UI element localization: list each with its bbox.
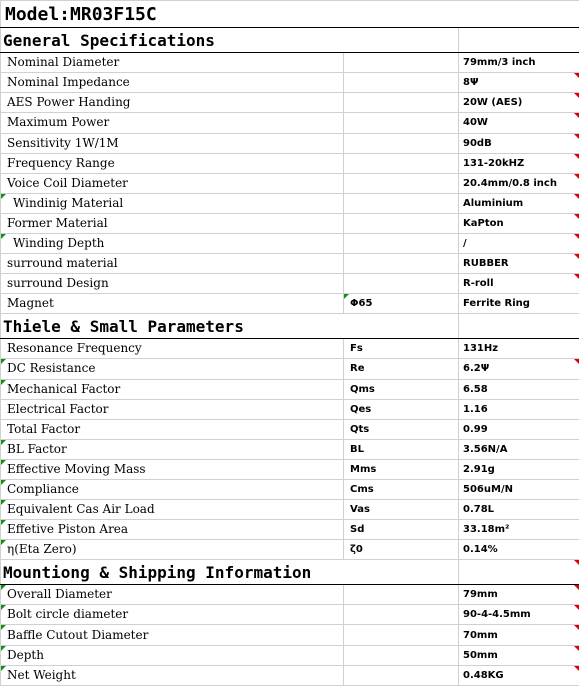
row-label[interactable]: Resonance Frequency [1,339,344,359]
row-value[interactable]: 2.91g [459,459,579,479]
row-label-text: η(Eta Zero) [7,542,77,557]
comment-marker [574,194,579,199]
comment-marker [1,605,6,610]
spec-row [1,113,579,133]
row-label[interactable] [1,645,344,665]
row-value[interactable]: 0.78L [459,499,579,519]
row-symbol[interactable] [344,193,459,213]
comment-marker [574,605,579,610]
row-label[interactable]: Electrical Factor [1,399,344,419]
spec-row [1,359,579,379]
row-label[interactable] [1,359,344,379]
row-value[interactable]: 6.58 [459,379,579,399]
comment-marker [574,359,579,364]
comment-marker [1,380,6,385]
spec-row [1,499,579,519]
row-label[interactable]: surround material [1,254,344,274]
row-symbol[interactable] [344,294,459,314]
row-value[interactable] [459,233,579,253]
row-value[interactable]: 0.99 [459,419,579,439]
row-symbol[interactable] [344,665,459,685]
row-value-text: 0.48KG [463,669,504,681]
row-value[interactable]: Ferrite Ring [459,294,579,314]
row-symbol[interactable] [344,113,459,133]
row-label[interactable]: Maximum Power [1,113,344,133]
spec-row [1,399,579,419]
comment-marker [574,214,579,219]
row-value[interactable] [459,193,579,213]
row-label-text: Windinig Material [13,195,124,210]
row-label[interactable]: Nominal Diameter [1,53,344,73]
row-symbol[interactable] [344,233,459,253]
row-value-text: 90dB [463,137,492,149]
row-label[interactable] [1,233,344,253]
row-symbol[interactable]: BL [344,439,459,459]
comment-marker [574,134,579,139]
row-value-text: KaPton [463,217,504,229]
row-value[interactable] [459,213,579,233]
row-label[interactable] [1,439,344,459]
row-symbol[interactable] [344,73,459,93]
comment-marker [574,93,579,98]
spec-row [1,585,579,605]
row-value-text: 40W [463,117,488,129]
row-symbol[interactable]: Qes [344,399,459,419]
row-value-text: / [463,237,467,249]
row-symbol[interactable]: Sd [344,520,459,540]
row-value-text: 8Ψ [463,77,479,89]
comment-marker [574,154,579,159]
row-value[interactable] [459,133,579,153]
row-label[interactable] [1,540,344,560]
row-label-text: Effetive Piston Area [7,522,129,537]
model-title[interactable]: Model:MR03F15C [1,1,579,28]
row-value[interactable] [459,173,579,193]
row-value-text: 50mm [463,649,498,661]
row-symbol[interactable]: Fs [344,339,459,359]
row-label[interactable] [1,585,344,605]
row-value[interactable] [459,665,579,685]
comment-marker [1,460,6,465]
spec-row [1,254,579,274]
row-value-text: 79mm [463,589,498,601]
row-label-text: Compliance [7,481,79,496]
spec-row [1,665,579,685]
comment-marker [574,560,579,565]
row-value[interactable] [459,645,579,665]
section-blank-cell[interactable] [459,28,579,53]
row-symbol[interactable] [344,274,459,294]
spec-row [1,645,579,665]
spec-row [1,520,579,540]
row-label-text: Overall Diameter [7,587,112,602]
row-value[interactable] [459,73,579,93]
row-value[interactable] [459,605,579,625]
row-symbol[interactable] [344,133,459,153]
row-symbol[interactable] [344,53,459,73]
row-value[interactable] [459,625,579,645]
row-symbol[interactable] [344,645,459,665]
row-value-text: 20.4mm/0.8 inch [463,177,557,189]
comment-marker [1,666,6,671]
row-label[interactable]: Voice Coil Diameter [1,173,344,193]
comment-marker [1,646,6,651]
row-symbol[interactable] [344,254,459,274]
section-blank-cell[interactable] [459,560,579,585]
row-label-text: Bolt circle diameter [7,607,129,622]
row-label[interactable] [1,520,344,540]
comment-marker [574,646,579,651]
section-general [1,28,579,53]
row-label-text: Effective Moving Mass [7,461,146,476]
spec-row [1,540,579,560]
spec-row [1,93,579,113]
comment-marker [574,254,579,259]
row-value-text: 70mm [463,629,498,641]
row-symbol-text: Φ65 [350,298,373,310]
row-value[interactable]: 79mm/3 inch [459,53,579,73]
row-label[interactable]: Total Factor [1,419,344,439]
comment-marker [1,194,6,199]
row-symbol[interactable]: Mms [344,459,459,479]
row-label[interactable]: Magnet [1,294,344,314]
row-value-text: RUBBER [463,258,509,270]
row-value[interactable] [459,359,579,379]
row-label-text: Equivalent Cas Air Load [7,502,155,516]
section-title-general[interactable]: General Specifications [1,28,459,53]
row-value[interactable]: 1.16 [459,399,579,419]
row-label-text: DC Resistance [7,361,96,376]
row-symbol[interactable]: Qms [344,379,459,399]
row-label[interactable] [1,459,344,479]
comment-marker [574,174,579,179]
comment-marker [1,440,6,445]
row-value[interactable]: 506uM/N [459,479,579,499]
row-label[interactable] [1,193,344,213]
row-label-text: Baffle Cutout Diameter [7,627,149,642]
comment-marker [1,540,6,545]
spec-row [1,339,579,359]
row-value[interactable]: 33.18m² [459,520,579,540]
row-value[interactable] [459,153,579,173]
row-value-text: 90-4-4.5mm [463,609,531,621]
title-row [1,1,579,28]
comment-marker [1,520,6,525]
comment-marker [574,274,579,279]
row-label-text: Depth [7,647,44,662]
row-symbol[interactable] [344,153,459,173]
comment-marker [1,585,6,590]
row-label[interactable] [1,625,344,645]
row-label[interactable]: Sensitivity 1W/1M [1,133,344,153]
spec-row [1,439,579,459]
spec-row [1,173,579,193]
comment-marker [574,73,579,78]
row-symbol[interactable]: Qts [344,419,459,439]
row-value[interactable] [459,585,579,605]
spec-row [1,459,579,479]
spec-row [1,153,579,173]
row-label[interactable] [1,379,344,399]
row-value-text: R-roll [463,278,494,290]
comment-marker [574,113,579,118]
row-label[interactable]: Nominal Impedance [1,73,344,93]
spec-row [1,53,579,73]
spec-row [1,274,579,294]
comment-marker [344,294,349,299]
row-symbol[interactable]: ζ0 [344,540,459,560]
comment-marker [1,500,6,505]
row-label[interactable] [1,665,344,685]
row-value[interactable] [459,93,579,113]
comment-marker [574,234,579,239]
row-label[interactable]: Frequency Range [1,153,344,173]
row-symbol[interactable] [344,173,459,193]
spec-row [1,625,579,645]
spec-row [1,605,579,625]
spec-row [1,213,579,233]
comment-marker [574,625,579,630]
row-label-text: Mechanical Factor [7,381,121,396]
section-thiele [1,314,579,339]
row-symbol[interactable] [344,605,459,625]
section-mounting [1,560,579,585]
spec-row [1,379,579,399]
row-label[interactable]: surround Design [1,274,344,294]
section-blank-cell[interactable] [459,314,579,339]
comment-marker [1,625,6,630]
row-label[interactable] [1,605,344,625]
row-symbol[interactable]: Cms [344,479,459,499]
comment-marker [1,359,6,364]
row-value-text: 20W (AES) [463,97,523,109]
row-value[interactable] [459,113,579,133]
spec-row [1,233,579,253]
row-label[interactable] [1,499,344,519]
row-label-text: Net Weight [7,667,76,682]
row-symbol[interactable] [344,585,459,605]
row-label-text: Winding Depth [13,235,105,250]
row-symbol[interactable] [344,213,459,233]
spec-row [1,133,579,153]
row-value[interactable] [459,254,579,274]
spec-row [1,73,579,93]
row-value-text: Aluminium [463,197,524,209]
row-value[interactable]: 0.14% [459,540,579,560]
row-symbol[interactable] [344,625,459,645]
spec-row [1,419,579,439]
row-symbol[interactable]: Vas [344,499,459,519]
row-value-text: 131-20kHZ [463,157,525,169]
comment-marker [574,666,579,671]
comment-marker [1,480,6,485]
section-title-mounting[interactable]: Mountiong & Shipping Information [1,560,459,585]
row-label[interactable] [1,479,344,499]
row-label[interactable]: Former Material [1,213,344,233]
row-symbol[interactable]: Re [344,359,459,379]
row-label[interactable]: AES Power Handing [1,93,344,113]
comment-marker [1,234,6,239]
spec-row [1,193,579,213]
row-value-text: 6.2Ψ [463,363,490,375]
row-value[interactable] [459,274,579,294]
comment-marker [574,585,579,590]
spec-row [1,294,579,314]
section-title-thiele[interactable]: Thiele & Small Parameters [1,314,459,339]
row-value[interactable]: 3.56N/A [459,439,579,459]
row-label-text: BL Factor [7,441,67,456]
row-value[interactable]: 131Hz [459,339,579,359]
spec-row [1,479,579,499]
row-symbol[interactable] [344,93,459,113]
